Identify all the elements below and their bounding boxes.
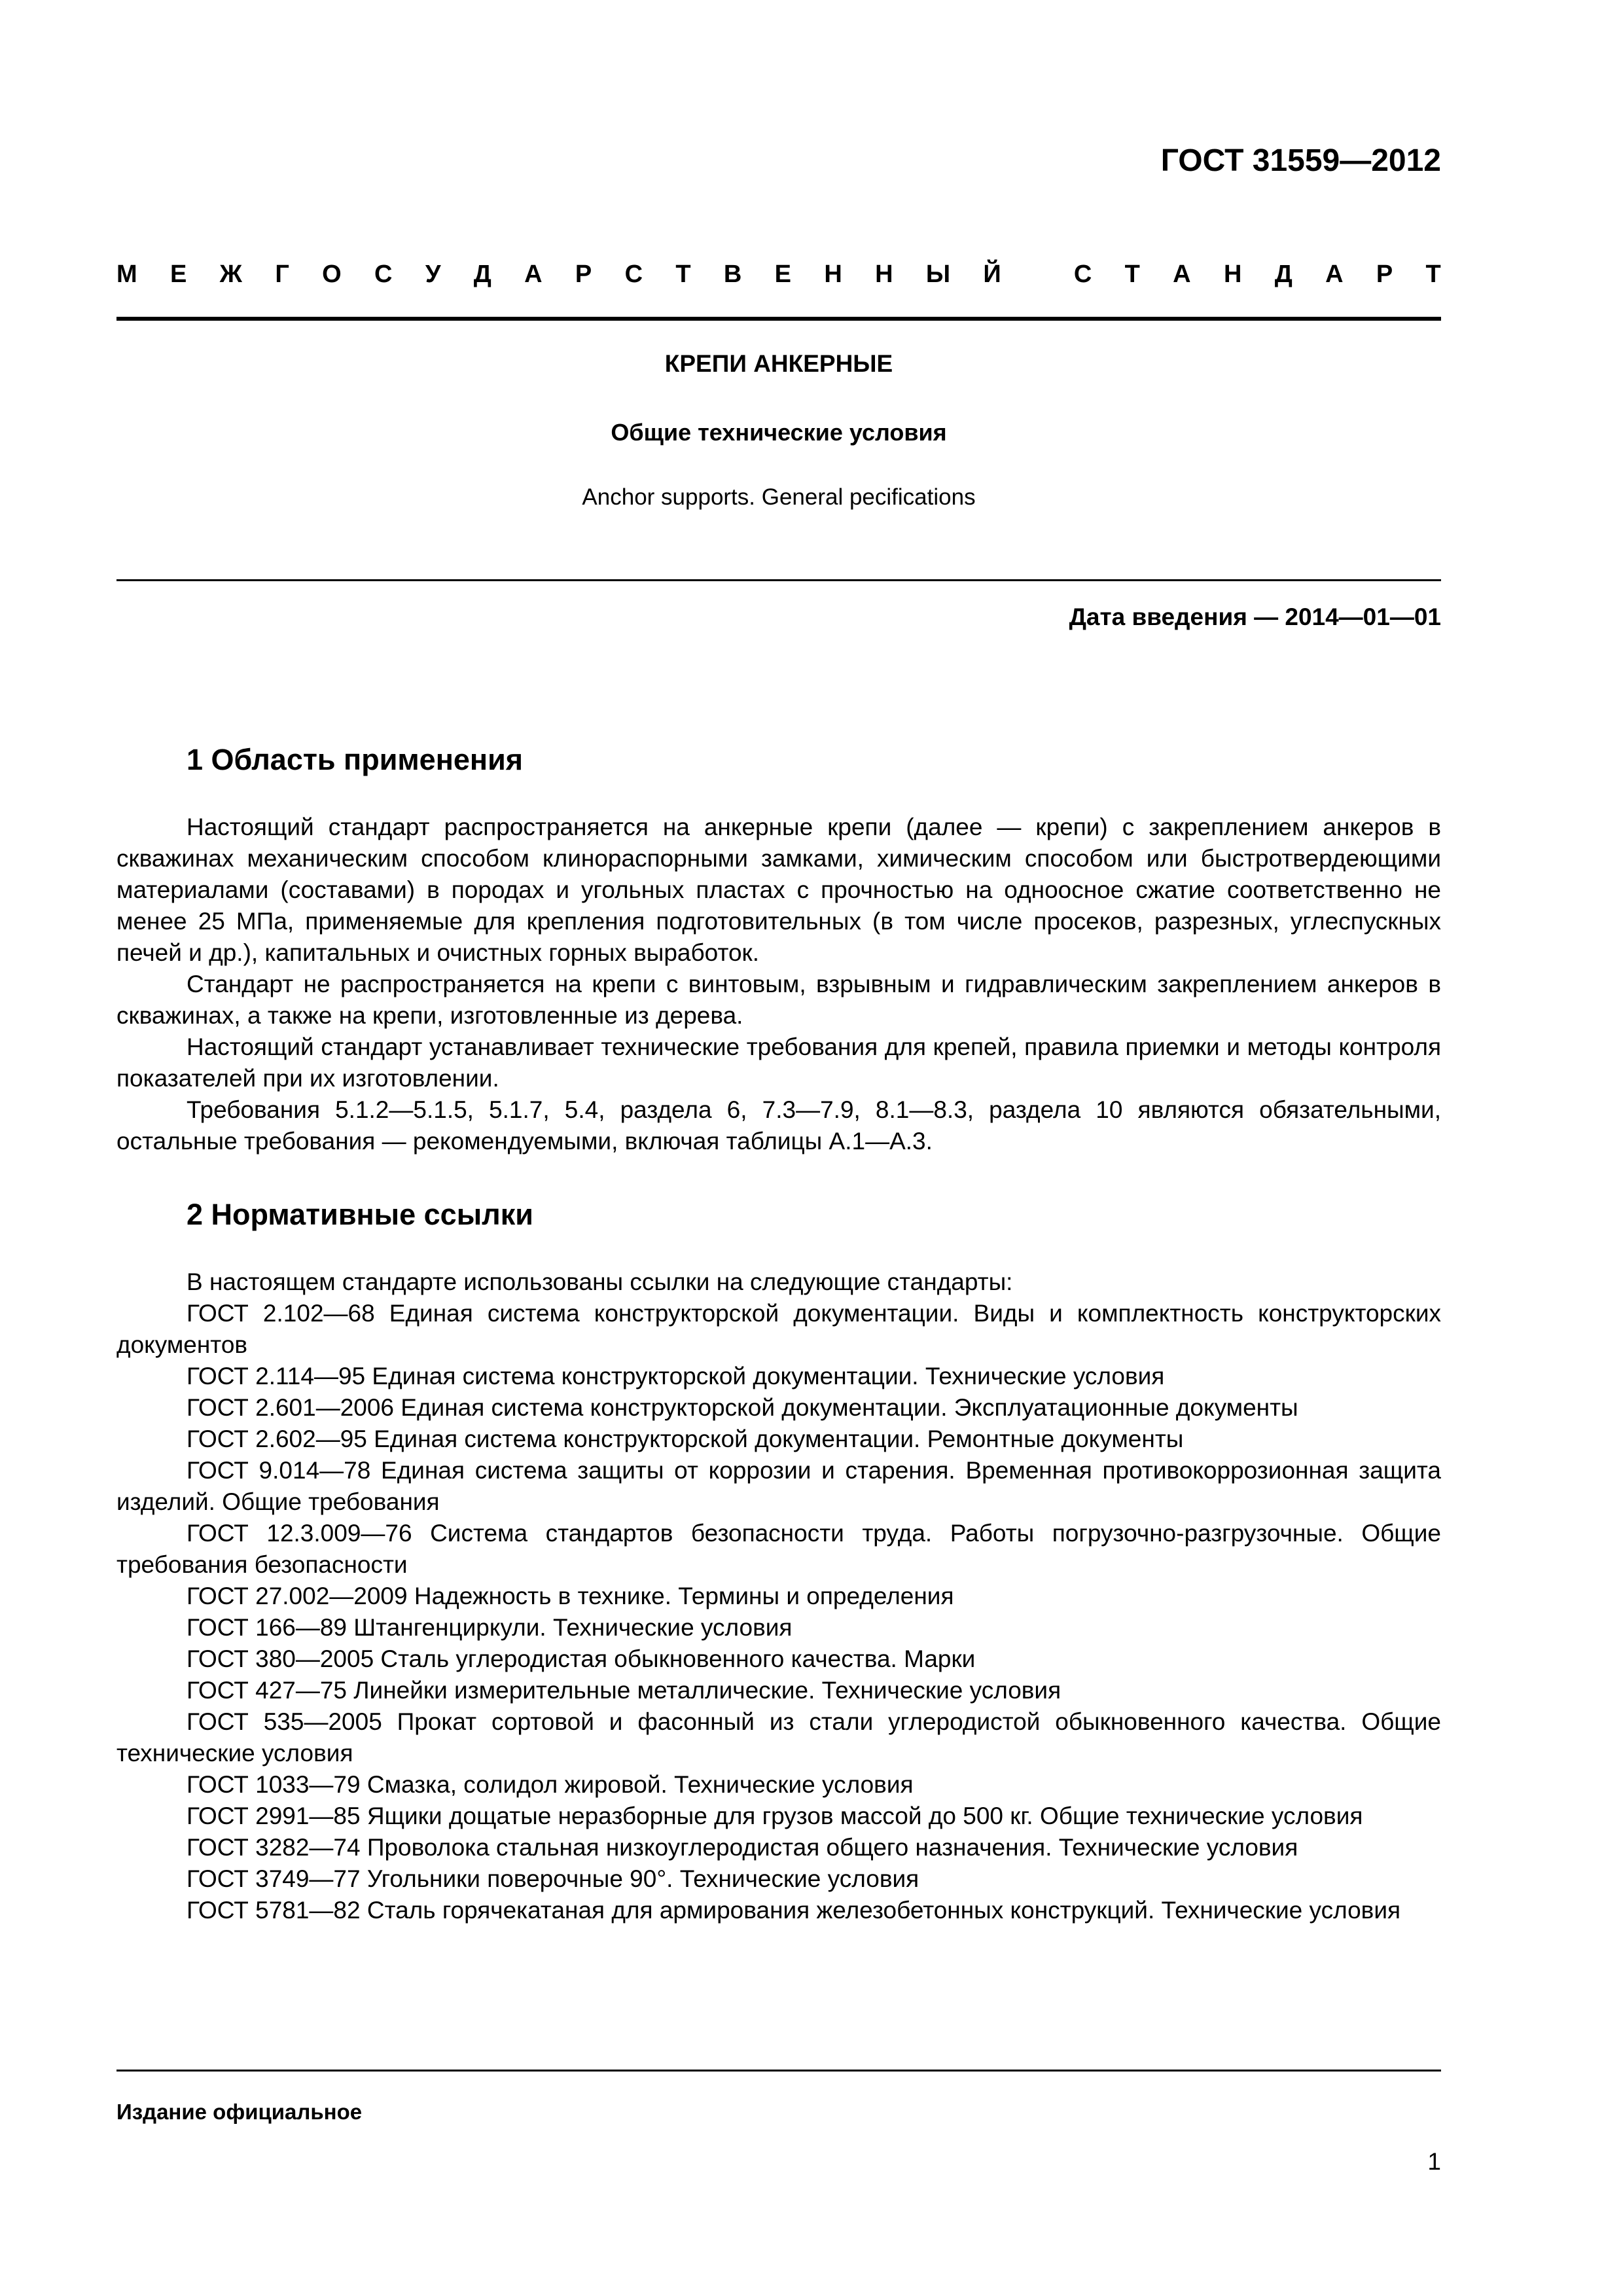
- paragraph: Настоящий стандарт распространяется на анкерные крепи (далее — крепи) с закреплением анкеров в скважинах механическим способом клинораспорными замками, химическим способом или быстротвердеющими материалами (составами) в породах и угольных пластах с прочностью на одноосное сжатие соответственно не менее 25 МПа, применяемые для крепления подготовительных (в том числе просеков, разрезных, углеспускных печей и др.), капитальных и очистных горных выработок.: [116, 814, 1441, 966]
- doc-type-letter: В: [723, 260, 742, 288]
- doc-type-letter: Н: [824, 260, 842, 288]
- doc-type-letter: О: [322, 260, 342, 288]
- reference-item: ГОСТ 380—2005 Сталь углеродистая обыкновенного качества. Марки: [187, 1645, 976, 1672]
- references-intro: В настоящем стандарте использованы ссылки на следующие стандарты:: [187, 1268, 1013, 1295]
- doc-type-letter: С: [374, 260, 393, 288]
- doc-type-letter: Н: [1223, 260, 1242, 288]
- doc-type-letter: Е: [774, 260, 792, 288]
- doc-type-letter: Е: [169, 260, 187, 288]
- title-rule: [116, 579, 1441, 581]
- reference-item: ГОСТ 12.3.009—76 Система стандартов безопасности труда. Работы погрузочно-разгрузочные. Общие требования безопасности: [116, 1520, 1441, 1578]
- page-number: 1: [1427, 2148, 1441, 2175]
- reference-item: ГОСТ 2.601—2006 Единая система конструкторской документации. Эксплуатационные документы: [187, 1394, 1298, 1421]
- reference-item: ГОСТ 3282—74 Проволока стальная низкоуглеродистая общего назначения. Технические условия: [187, 1834, 1298, 1861]
- doc-type-letter: Н: [875, 260, 893, 288]
- standard-number: ГОСТ 31559—2012: [1160, 143, 1441, 178]
- doc-type-letter: Т: [1425, 260, 1441, 288]
- doc-type-letter: Т: [1124, 260, 1140, 288]
- doc-type-letter: С: [624, 260, 643, 288]
- section-2-body: [116, 1266, 1441, 1926]
- doc-type-letter: Т: [675, 260, 691, 288]
- reference-item: ГОСТ 2.602—95 Единая система конструкторской документации. Ремонтные документы: [187, 1426, 1184, 1452]
- doc-type-letter: Р: [575, 260, 592, 288]
- footer-rule: [116, 2070, 1441, 2072]
- section-2-heading: 2 Нормативные ссылки: [187, 1198, 533, 1231]
- section-1-heading: 1 Область применения: [187, 743, 524, 776]
- reference-item: ГОСТ 535—2005 Прокат сортовой и фасонный из стали углеродистой обыкновенного качества. Общие технические условия: [116, 1708, 1441, 1767]
- reference-item: ГОСТ 166—89 Штангенциркули. Технические условия: [187, 1614, 793, 1641]
- document-title: КРЕПИ АНКЕРНЫЕ: [664, 350, 893, 377]
- document-subtitle: Общие технические условия: [611, 419, 947, 446]
- doc-type-letter: Й: [983, 260, 1001, 288]
- paragraph: Настоящий стандарт устанавливает технические требования для крепей, правила приемки и методы контроля показателей при их изготовлении.: [116, 1033, 1441, 1092]
- reference-item: ГОСТ 2.114—95 Единая система конструкторской документации. Технические условия: [187, 1363, 1165, 1390]
- doc-type-letter: А: [1173, 260, 1191, 288]
- doc-type-letter: А: [1325, 260, 1344, 288]
- official-edition-label: Издание официальное: [116, 2100, 363, 2124]
- reference-item: ГОСТ 3749—77 Угольники поверочные 90°. Технические условия: [187, 1865, 919, 1892]
- reference-item: ГОСТ 1033—79 Смазка, солидол жировой. Технические условия: [187, 1771, 914, 1798]
- paragraph: Стандарт не распространяется на крепи с винтовым, взрывным и гидравлическим закреплением анкеров в скважинах, а также на крепи, изготовленные из дерева.: [116, 971, 1441, 1029]
- doc-type-letter: Ы: [925, 260, 951, 288]
- english-title: Anchor supports. General pecifications: [582, 484, 976, 510]
- introduction-date: Дата введения — 2014—01—01: [1069, 603, 1441, 630]
- doc-type-letter: Г: [275, 260, 289, 288]
- doc-type-letter: Ж: [219, 260, 242, 288]
- doc-type-letter: А: [524, 260, 543, 288]
- reference-item: ГОСТ 2991—85 Ящики дощатые неразборные для грузов массой до 500 кг. Общие технические условия: [187, 1803, 1363, 1829]
- document-type-heading: [116, 260, 1441, 289]
- doc-type-letter: Р: [1376, 260, 1393, 288]
- doc-type-letter: [1034, 260, 1041, 289]
- header-rule: [116, 317, 1441, 321]
- section-1-body: [116, 812, 1441, 1157]
- reference-item: ГОСТ 9.014—78 Единая система защиты от коррозии и старения. Временная противокоррозионная защита изделий. Общие требования: [116, 1457, 1441, 1515]
- doc-type-letter: Д: [1274, 260, 1293, 288]
- doc-type-letter: Д: [473, 260, 491, 288]
- doc-type-letter: М: [116, 260, 137, 288]
- doc-type-letter: У: [425, 260, 441, 288]
- reference-item: ГОСТ 27.002—2009 Надежность в технике. Термины и определения: [187, 1583, 954, 1609]
- reference-item: ГОСТ 427—75 Линейки измерительные металлические. Технические условия: [187, 1677, 1061, 1704]
- paragraph: Требования 5.1.2—5.1.5, 5.1.7, 5.4, раздела 6, 7.3—7.9, 8.1—8.3, раздела 10 являются обязательными, остальные требования — рекомендуемыми, включая таблицы А.1—А.3.: [116, 1096, 1441, 1155]
- reference-item: ГОСТ 5781—82 Сталь горячекатаная для армирования железобетонных конструкций. Технические условия: [187, 1897, 1401, 1924]
- doc-type-letter: С: [1073, 260, 1092, 288]
- reference-item: ГОСТ 2.102—68 Единая система конструкторской документации. Виды и комплектность конструкторских документов: [116, 1300, 1441, 1358]
